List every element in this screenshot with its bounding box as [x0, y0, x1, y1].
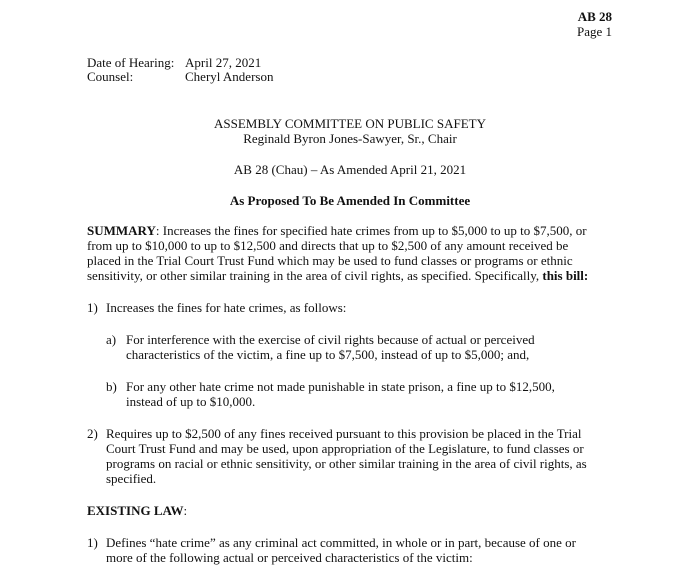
item-2-number: 2) [87, 426, 98, 441]
item-2-line-1: Requires up to $2,500 of any fines received pursuant to this provision be placed in the Trial [106, 426, 582, 441]
bill-line: AB 28 (Chau) – As Amended April 21, 2021 [233, 162, 467, 177]
summary-label: SUMMARY [87, 223, 156, 238]
item-1b-line-1: For any other hate crime not made punishable in state prison, a fine up to $12,500, [126, 379, 555, 394]
summary-line-3: placed in the Trial Court Trust Fund which may be used to fund classes or programs or ethnic [87, 253, 573, 268]
item-2-line-4: specified. [106, 471, 157, 486]
page-number: Page 1 [576, 24, 612, 39]
item-1b-line-2: instead of up to $10,000. [126, 394, 256, 409]
committee-name: ASSEMBLY COMMITTEE ON PUBLIC SAFETY [214, 116, 486, 131]
existing-law-item-1-number: 1) [87, 535, 98, 550]
existing-law-item-1-line-1: Defines “hate crime” as any criminal act committed, in whole or in part, because of one or [106, 535, 576, 550]
item-1-number: 1) [87, 300, 98, 315]
counsel-name: Cheryl Anderson [185, 69, 274, 84]
proposed-amendment-title: As Proposed To Be Amended In Committee [229, 193, 471, 208]
item-1a-line-1: For interference with the exercise of civil rights because of actual or perceived [126, 332, 535, 347]
item-1a-line-2: characteristics of the victim, a fine up to $7,500, instead of up to $5,000; and, [126, 347, 530, 362]
item-1b-letter: b) [106, 379, 117, 394]
summary-line-4: sensitivity, or other similar training in the area of civil rights, as specified. Specifically, this bill: [87, 268, 589, 283]
summary-line-2: from up to $10,000 to up to $12,500 and directs that up to $2,500 of any amount received be [87, 238, 569, 253]
summary-line-1: SUMMARY: Increases the fines for specified hate crimes from up to $5,000 to up to $7,500, or [87, 223, 587, 238]
committee-chair: Reginald Byron Jones-Sawyer, Sr., Chair [243, 131, 457, 146]
hearing-date: April 27, 2021 [185, 55, 262, 70]
bill-number: AB 28 [577, 9, 612, 24]
item-1-text: Increases the fines for hate crimes, as follows: [106, 300, 347, 315]
item-2-line-3: programs on racial or ethnic sensitivity, or other similar training in the area of civil rights, as [106, 456, 587, 471]
existing-law-heading: EXISTING LAW: [87, 503, 188, 518]
item-1a-letter: a) [106, 332, 117, 347]
item-2-line-2: Court Trust Fund and may be used, upon appropriation of the Legislature, to fund classes or [106, 441, 584, 456]
hearing-label: Date of Hearing: [87, 55, 175, 70]
counsel-label: Counsel: [87, 69, 134, 84]
existing-law-item-1-line-2: more of the following actual or perceived characteristics of the victim: [106, 550, 473, 565]
